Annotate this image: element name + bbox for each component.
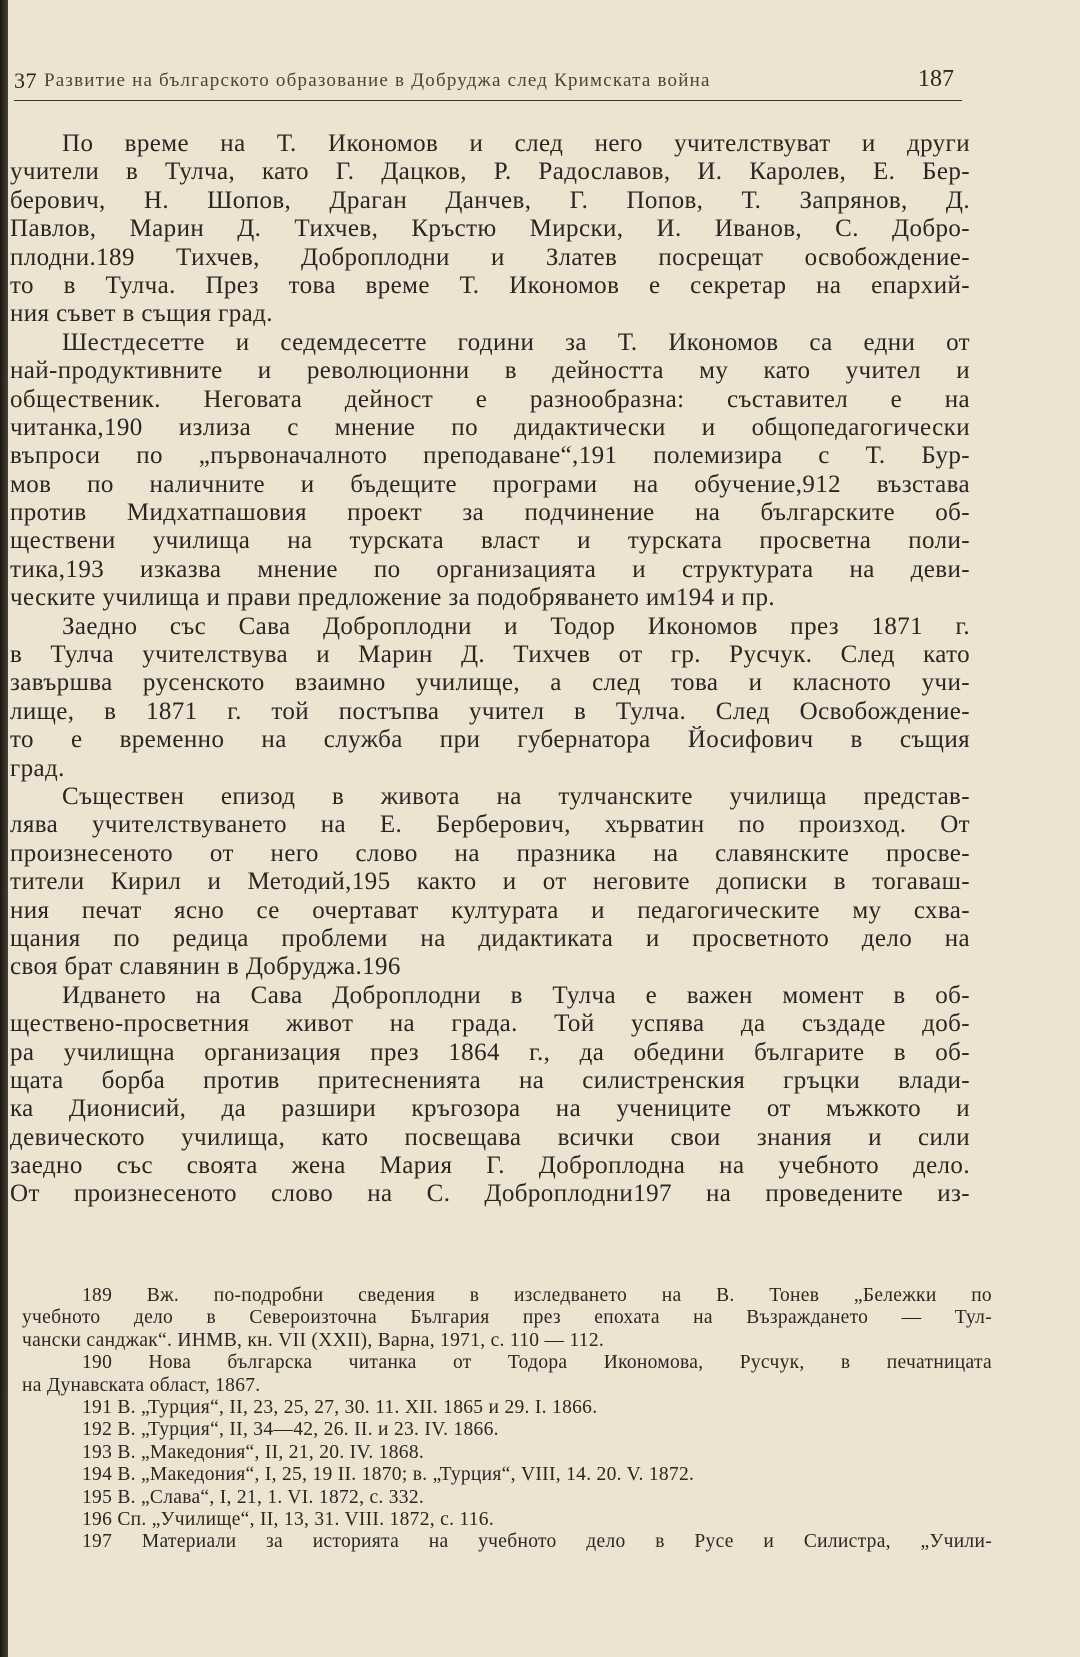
footnote-line: 194 В. „Македония“, I, 25, 19 II. 1870; в. „Турция“, VIII, 14. 20. V. 1872.	[82, 1464, 695, 1486]
text-line: ществени училища на турската власт и турската просветна поли-	[10, 527, 970, 555]
running-header	[14, 66, 962, 101]
text-line: девическото училища, като посвещава всички свои знания и сили	[10, 1123, 970, 1151]
text-line: лява учителствуването на Е. Берберович, хърватин по произход. От	[10, 811, 970, 839]
text-line: Съществен епизод в живота на тулчанските училища представ-	[62, 782, 970, 810]
text-line: плодни.189 Тихчев, Доброплодни и Златев посрещат освобождение-	[10, 243, 970, 271]
text-line: читанка,190 излиза с мнение по дидактически и общопедагогически	[10, 413, 970, 441]
text-line: град.	[10, 754, 65, 782]
text-line: ка Дионисий, да разшири кръгозора на учениците от мъжкото и	[10, 1095, 970, 1123]
text-line: Павлов, Марин Д. Тихчев, Кръстю Мирски, И. Иванов, С. Добро-	[10, 215, 970, 243]
text-line: завършва русенското взаимно училище, а след това и класното учи-	[10, 669, 970, 697]
text-line: щата борба против притесненията на силистренския гръцки влади-	[10, 1066, 970, 1094]
text-line: ра училищна организация през 1864 г., да обедини българите в об-	[10, 1038, 970, 1066]
text-line: в Тулча учителствува и Марин Д. Тихчев от гр. Русчук. След като	[10, 641, 970, 669]
text-line: общественик. Неговата дейност е разнообразна: съставител е на	[10, 385, 970, 413]
page-binding-edge	[0, 0, 8, 1657]
text-line: учители в Тулча, като Г. Дацков, Р. Радославов, И. Каролев, Е. Бер-	[10, 158, 970, 186]
footnote-line: 195 В. „Слава“, I, 21, 1. VI. 1872, с. 332.	[82, 1486, 425, 1508]
text-line: ществено-просветния живот на града. Той успява да създаде доб-	[10, 1010, 970, 1038]
text-line: щания по редица проблеми на дидактиката и просветното дело на	[10, 924, 970, 952]
page-number: 187	[918, 66, 954, 92]
text-line: то в Тулча. През това време Т. Икономов е секретар на епархий-	[10, 271, 970, 299]
footnote-line: 191 В. „Турция“, II, 23, 25, 27, 30. 11. XII. 1865 и 29. I. 1866.	[82, 1396, 598, 1418]
footnote-line: учебното дело в Североизточна България през епохата на Възраждането — Тул-	[22, 1307, 992, 1329]
text-line: своя брат славянин в Добруджа.196	[10, 953, 401, 981]
footnotes	[22, 1285, 992, 1554]
page-number-left: 37	[14, 68, 37, 93]
running-title: Развитие на българското образование в Добруджа след Кримската война	[44, 70, 711, 91]
text-line: По време на Т. Икономов и след него учителствуват и други	[62, 130, 970, 157]
text-line: то е временно на служба при губернатора Йосифович в същия	[10, 726, 970, 754]
footnote-line: 196 Сп. „Училище“, II, 13, 31. VIII. 1872, с. 116.	[82, 1508, 495, 1530]
footnote-line: на Дунавската област, 1867.	[22, 1374, 261, 1396]
text-line: тители Кирил и Методий,195 както и от неговите дописки в тогаваш-	[10, 868, 970, 896]
text-line: ния печат ясно се очертават културата и педагогическите му схва-	[10, 896, 970, 924]
body-text	[10, 130, 970, 1209]
text-line: Шестдесетте и седемдесетте години за Т. Икономов са едни от	[62, 328, 970, 356]
text-line: тика,193 изказва мнение по организацията и структурата на деви-	[10, 555, 970, 583]
footnote-line: 193 В. „Македония“, II, 21, 20. IV. 1868.	[82, 1441, 425, 1463]
text-line: Заедно със Сава Доброплодни и Тодор Икономов през 1871 г.	[62, 612, 970, 640]
text-line: ния съвет в същия град.	[10, 300, 273, 328]
footnote-line: 190 Нова българска читанка от Тодора Икономова, Русчук, в печатницата	[82, 1352, 992, 1374]
text-line: ческите училища и прави предложение за подобряването им194 и пр.	[10, 584, 776, 612]
text-line: най-продуктивните и революционни в дейността му като учител и	[10, 357, 970, 385]
text-line: мов по наличните и бъдещите програми на обучение,912 възстава	[10, 470, 970, 498]
footnote-line: 197 Материали за историята на учебното дело в Русе и Силистра, „Учили-	[82, 1531, 992, 1553]
text-line: заедно със своята жена Мария Г. Доброплодна на учебното дело.	[10, 1152, 970, 1180]
footnote-line: 189 Вж. по-подробни сведения в изследването на В. Тонев „Бележки по	[82, 1285, 992, 1306]
text-line: Идването на Сава Доброплодни в Тулча е важен момент в об-	[62, 981, 970, 1009]
footnote-line: чански санджак“. ИНМВ, кн. VII (XXII), Варна, 1971, с. 110 — 112.	[22, 1329, 605, 1351]
footnote-line: 192 В. „Турция“, II, 34—42, 26. II. и 23. IV. 1866.	[82, 1419, 499, 1441]
text-line: От произнесеното слово на С. Доброплодни197 на проведените из-	[10, 1180, 970, 1208]
text-line: берович, Н. Шопов, Драган Данчев, Г. Попов, Т. Запрянов, Д.	[10, 186, 970, 214]
text-line: лище, в 1871 г. той постъпва учител в Тулча. След Освобождение-	[10, 697, 970, 725]
text-line: въпроси по „първоначалното преподаване“,191 полемизира с Т. Бур-	[10, 442, 970, 470]
text-line: против Мидхатпашовия проект за подчинение на българските об-	[10, 499, 970, 527]
text-line: произнесеното от него слово на празника на славянските просве-	[10, 839, 970, 867]
